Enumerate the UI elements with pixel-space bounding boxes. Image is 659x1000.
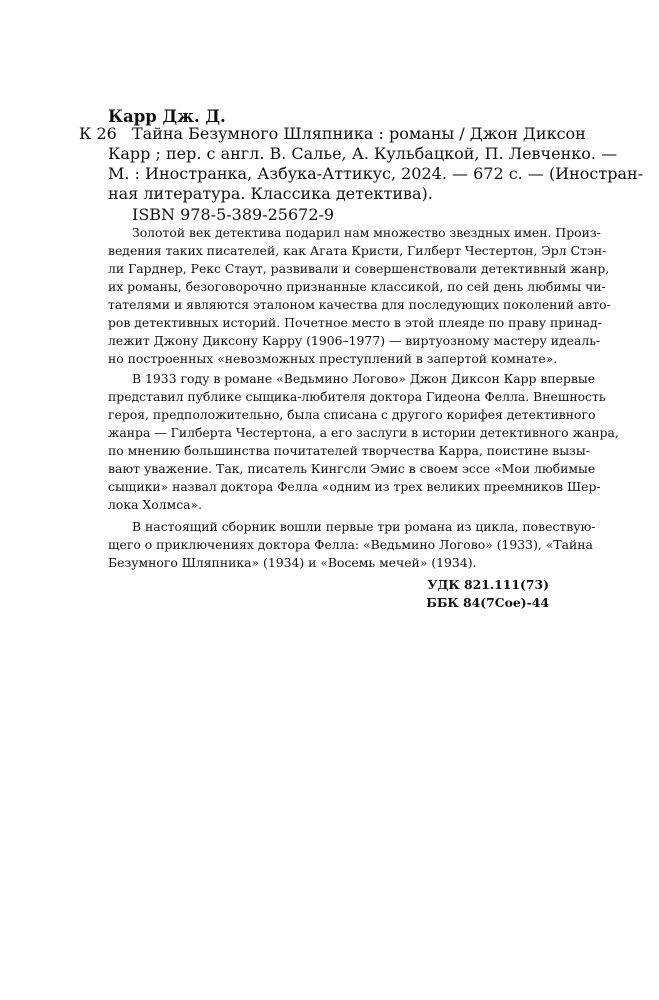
annotation-line: по мнению большинства почитателей творчества Карра, поистине вызы- <box>108 443 590 458</box>
annotation-line: ведения таких писателей, как Агата Кристи, Гилберт Честертон, Эрл Стэн- <box>108 243 607 258</box>
annotation-line: вают уважение. Так, писатель Кингсли Эмис в своем эссе «Мои любимые <box>108 461 596 476</box>
annotation-line: представил публике сыщика-любителя доктора Гидеона Фелла. Внешность <box>108 389 606 404</box>
annotation-line: Безумного Шляпника» (1934) и «Восемь мечей» (1934). <box>108 555 477 570</box>
annotation-line: сыщики» назвал доктора Фелла «одним из трех великих преемников Шер- <box>108 479 601 494</box>
title-line: М. : Иностранка, Азбука-Аттикус, 2024. — 672 с. — (Иностран- <box>108 164 644 183</box>
annotation-line: их романы, безоговорочно признанные классикой, по сей день любимы чи- <box>108 279 606 294</box>
annotation-line: ли Гарднер, Рекс Стаут, развивали и совершенствовали детективный жанр, <box>108 261 610 276</box>
author-heading: Карр Дж. Д. <box>108 107 226 126</box>
annotation-line: тателями и являются эталоном качества для последующих поколений авто- <box>108 297 611 312</box>
udk-code: УДК 821.111(73) <box>427 577 549 592</box>
annotation-line: Золотой век детектива подарил нам множество звездных имен. Произ- <box>132 225 601 240</box>
title-line: Тайна Безумного Шляпника : романы / Джон Диксон <box>132 124 586 143</box>
annotation-line: ров детективных историй. Почетное место в этой плеяде по праву принад- <box>108 315 602 330</box>
annotation-line: лежит Джону Диксону Карру (1906–1977) — виртуозному мастеру идеаль- <box>108 333 601 348</box>
annotation-line: жанра — Гилберта Честертона, а его заслуги в истории детективного жанра, <box>108 425 619 440</box>
annotation-line: В настоящий сборник вошли первые три романа из цикла, повествую- <box>132 519 596 534</box>
annotation-line: но построенных «невозможных преступлений в запертой комнате». <box>108 351 558 366</box>
annotation-line: В 1933 году в романе «Ведьмино Логово» Джон Диксон Карр впервые <box>132 371 596 386</box>
title-line: Карр ; пер. с англ. В. Салье, А. Кульбацкой, П. Левченко. — <box>108 144 618 163</box>
annotation-line: героя, предположительно, была списана с другого корифея детективного <box>108 407 596 422</box>
annotation-line: лока Холмса». <box>108 497 203 512</box>
author-code: К 26 <box>79 124 117 143</box>
title-line: ная литература. Классика детектива). <box>108 184 433 203</box>
isbn: ISBN 978-5-389-25672-9 <box>132 205 335 224</box>
annotation-line: щего о приключениях доктора Фелла: «Ведьмино Логово» (1933), «Тайна <box>108 537 593 552</box>
bbk-code: ББК 84(7Сое)-44 <box>426 595 549 610</box>
